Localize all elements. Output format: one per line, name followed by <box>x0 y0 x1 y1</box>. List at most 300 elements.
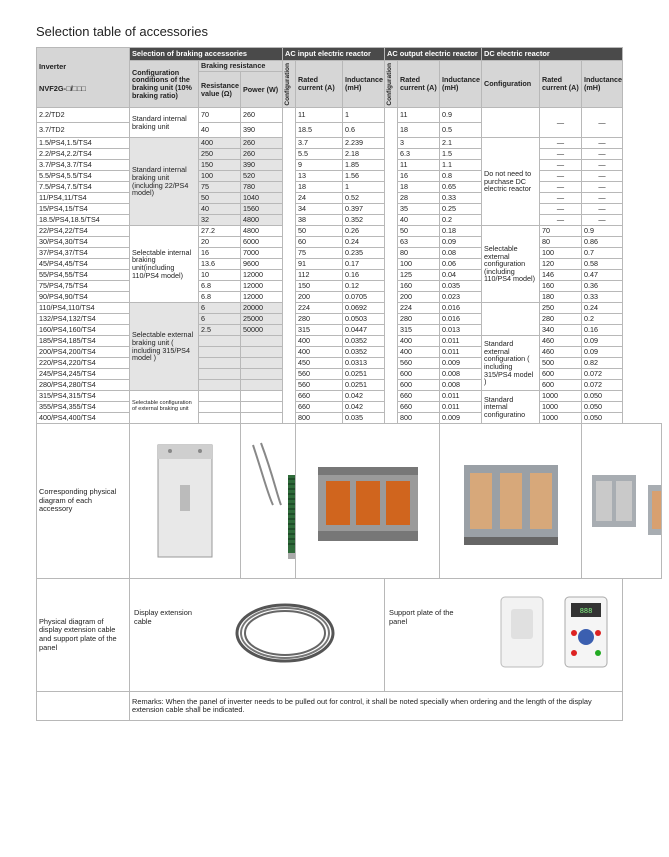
config-conditions-header: Configuration conditions of the braking unit (10% braking ratio) <box>130 61 199 108</box>
table-row <box>37 424 662 579</box>
ac-input-inductance-cell: 0.042 <box>343 402 385 413</box>
inverter-model-cell: 400/PS4,400/TS4 <box>37 413 130 424</box>
resistance-cell: 150 <box>199 160 241 171</box>
inverter-model-cell: 90/PS4,90/TS4 <box>37 292 130 303</box>
ac-output-inductance-cell: 1.5 <box>440 149 482 160</box>
resistance-cell: 10 <box>199 270 241 281</box>
dc-inductance-cell: 0.16 <box>582 325 623 336</box>
resistance-cell: 20 <box>199 237 241 248</box>
inverter-model-cell: 3.7/TD2 <box>37 123 130 138</box>
ac-output-current-cell: 200 <box>398 292 440 303</box>
resistance-cell: 100 <box>199 171 241 182</box>
remarks-text: Remarks: When the panel of inverter needs to be pulled out for control, it shall be noted specially when ordering and the length of the display extension cable shall be indicated. <box>130 692 623 721</box>
ac-input-inductance-cell: 0.0692 <box>343 303 385 314</box>
dc-inductance-cell: 0.050 <box>582 413 623 424</box>
inverter-label: Inverter <box>39 61 67 71</box>
dc-config-cell: Standard internal configuratino <box>482 391 540 424</box>
dc-inductance-cell: 0.7 <box>582 248 623 259</box>
ac-input-inductance-cell: 0.0352 <box>343 336 385 347</box>
inverter-model-cell: 45/PS4,45/TS4 <box>37 259 130 270</box>
ac-output-current-cell: 11 <box>398 108 440 123</box>
power-cell: 390 <box>241 160 283 171</box>
ac-input-current-cell: 660 <box>296 402 343 413</box>
inverter-model-cell: 75/PS4,75/TS4 <box>37 281 130 292</box>
ac-input-inductance-cell: 1 <box>343 108 385 123</box>
dc-inductance-cell: 0.36 <box>582 281 623 292</box>
ac-output-current-cell: 40 <box>398 215 440 226</box>
inverter-model-cell: 5.5/PS4,5.5/TS4 <box>37 171 130 182</box>
ac-input-current-cell: 112 <box>296 270 343 281</box>
ac-output-reactor-image <box>440 424 582 579</box>
dc-current-cell: — <box>540 138 582 149</box>
power-cell: 520 <box>241 171 283 182</box>
ac-output-current-cell: 80 <box>398 248 440 259</box>
resistance-cell: 6.8 <box>199 281 241 292</box>
braking-config-cell: Standard internal braking unit (including 22/PS4 model) <box>130 138 199 226</box>
dc-inductance-cell: — <box>582 204 623 215</box>
ac-output-header: AC output electric reactor <box>385 48 482 61</box>
ac-input-inductance-cell: 2.239 <box>343 138 385 149</box>
table-row <box>37 303 662 314</box>
inductance-header: Inductance (mH) <box>582 61 623 108</box>
ac-output-current-cell: 16 <box>398 171 440 182</box>
inverter-model-cell: 160/PS4,160/TS4 <box>37 325 130 336</box>
ac-input-current-cell: 34 <box>296 204 343 215</box>
dc-inductance-cell: 0.09 <box>582 347 623 358</box>
ac-input-inductance-cell: 0.397 <box>343 204 385 215</box>
remarks-spacer <box>37 692 130 721</box>
ac-input-current-cell: 24 <box>296 193 343 204</box>
dc-current-cell: 100 <box>540 248 582 259</box>
photo-row-label: Corresponding physical diagram of each accessory <box>37 424 130 579</box>
ac-output-current-cell: 50 <box>398 226 440 237</box>
power-cell <box>241 413 283 424</box>
resistance-cell <box>199 413 241 424</box>
dc-inductance-cell: 0.33 <box>582 292 623 303</box>
ac-output-current-cell: 660 <box>398 402 440 413</box>
support-plate-label: Support plate of the panel <box>389 608 454 626</box>
dc-current-cell: 460 <box>540 347 582 358</box>
ac-input-current-cell: 315 <box>296 325 343 336</box>
ac-input-inductance-cell: 0.26 <box>343 226 385 237</box>
dc-current-cell: 80 <box>540 237 582 248</box>
ac-input-inductance-cell: 1 <box>343 182 385 193</box>
table-row <box>37 391 662 402</box>
ac-output-inductance-cell: 0.18 <box>440 226 482 237</box>
resistance-cell: 6.8 <box>199 292 241 303</box>
braking-config-cell: Selectable configuration of external braking unit <box>130 391 199 424</box>
ac-input-reactor-image <box>296 424 440 579</box>
power-cell: 50000 <box>241 325 283 336</box>
ac-output-config-cell <box>385 108 398 424</box>
dc-reactor-image <box>582 424 662 579</box>
ac-output-inductance-cell: 0.008 <box>440 369 482 380</box>
configuration-label: Configuration <box>284 62 292 106</box>
ac-output-current-cell: 600 <box>398 369 440 380</box>
ac-input-current-cell: 18 <box>296 182 343 193</box>
dc-inductance-cell: — <box>582 160 623 171</box>
inverter-model-cell: 18.5/PS4,18.5/TS4 <box>37 215 130 226</box>
ac-output-inductance-cell: 0.09 <box>440 237 482 248</box>
ac-input-current-cell: 11 <box>296 108 343 123</box>
rated-current-header: Rated current (A) <box>398 61 440 108</box>
ac-input-current-cell: 75 <box>296 248 343 259</box>
ac-output-current-cell: 600 <box>398 380 440 391</box>
braking-unit-image <box>130 424 241 579</box>
ac-input-inductance-cell: 0.0251 <box>343 380 385 391</box>
resistance-cell: 50 <box>199 193 241 204</box>
rated-current-header: Rated current (A) <box>540 61 582 108</box>
ac-output-current-cell: 800 <box>398 413 440 424</box>
dc-current-cell: — <box>540 193 582 204</box>
ac-input-current-cell: 3.7 <box>296 138 343 149</box>
ac-input-inductance-cell: 1.56 <box>343 171 385 182</box>
ac-input-current-cell: 13 <box>296 171 343 182</box>
configuration-vertical-header <box>283 61 296 108</box>
ac-input-current-cell: 91 <box>296 259 343 270</box>
ac-input-inductance-cell: 0.24 <box>343 237 385 248</box>
inverter-model-cell: 15/PS4,15/TS4 <box>37 204 130 215</box>
power-cell: 260 <box>241 138 283 149</box>
ac-output-inductance-cell: 0.9 <box>440 108 482 123</box>
dc-current-cell: 500 <box>540 358 582 369</box>
ac-output-inductance-cell: 0.25 <box>440 204 482 215</box>
dc-inductance-cell: 0.58 <box>582 259 623 270</box>
ac-input-inductance-cell: 0.0705 <box>343 292 385 303</box>
power-header: Power (W) <box>241 72 283 108</box>
ac-output-current-cell: 6.3 <box>398 149 440 160</box>
ac-input-inductance-cell: 0.0352 <box>343 347 385 358</box>
resistance-cell <box>199 380 241 391</box>
dc-config-cell: Do not need to purchase DC electric reactor <box>482 138 540 226</box>
resistance-cell: 27.2 <box>199 226 241 237</box>
dc-inductance-cell: — <box>582 171 623 182</box>
ac-input-inductance-cell: 0.16 <box>343 270 385 281</box>
inverter-model-cell: 185/PS4,185/TS4 <box>37 336 130 347</box>
ac-input-inductance-cell: 0.0251 <box>343 369 385 380</box>
inverter-model-cell: 7.5/PS4,7.5/TS4 <box>37 182 130 193</box>
dc-inductance-cell: 0.2 <box>582 314 623 325</box>
power-cell <box>241 336 283 347</box>
dc-current-cell: 146 <box>540 270 582 281</box>
inverter-model-cell: 2.2/PS4,2.2/TS4 <box>37 149 130 160</box>
resistance-cell: 16 <box>199 248 241 259</box>
dc-current-cell: 1000 <box>540 413 582 424</box>
resistance-cell <box>199 336 241 347</box>
ac-input-current-cell: 200 <box>296 292 343 303</box>
dc-current-cell: — <box>540 182 582 193</box>
ac-output-current-cell: 18 <box>398 182 440 193</box>
dc-current-cell: 460 <box>540 336 582 347</box>
dc-inductance-cell: — <box>582 149 623 160</box>
dc-inductance-cell: 0.47 <box>582 270 623 281</box>
ac-output-inductance-cell: 0.06 <box>440 259 482 270</box>
display-cable-cell <box>130 579 385 692</box>
resistance-cell: 40 <box>199 123 241 138</box>
rated-current-header: Rated current (A) <box>296 61 343 108</box>
ac-input-config-cell <box>283 108 296 424</box>
power-cell: 780 <box>241 182 283 193</box>
dc-inductance-cell: 0.050 <box>582 391 623 402</box>
model-pattern: NVF2G-□/□□□ <box>39 83 87 93</box>
inverter-model-cell: 55/PS4,55/TS4 <box>37 270 130 281</box>
ac-output-current-cell: 100 <box>398 259 440 270</box>
ac-input-current-cell: 280 <box>296 314 343 325</box>
ac-output-current-cell: 3 <box>398 138 440 149</box>
ac-input-inductance-cell: 0.17 <box>343 259 385 270</box>
power-cell: 12000 <box>241 292 283 303</box>
ac-output-current-cell: 125 <box>398 270 440 281</box>
ac-output-inductance-cell: 0.65 <box>440 182 482 193</box>
ac-input-header: AC input electric reactor <box>283 48 385 61</box>
resistance-cell <box>199 358 241 369</box>
power-cell: 390 <box>241 123 283 138</box>
power-cell <box>241 391 283 402</box>
ac-output-current-cell: 160 <box>398 281 440 292</box>
ac-input-current-cell: 38 <box>296 215 343 226</box>
display-cable-label: Display extension cable <box>134 608 192 626</box>
ac-output-inductance-cell: 0.04 <box>440 270 482 281</box>
dc-current-cell: — <box>540 171 582 182</box>
resistance-cell <box>199 391 241 402</box>
dc-inductance-cell: — <box>582 138 623 149</box>
power-cell: 1040 <box>241 193 283 204</box>
dc-current-cell: 250 <box>540 303 582 314</box>
ac-input-current-cell: 60 <box>296 237 343 248</box>
dc-header: DC electric reactor <box>482 48 623 61</box>
ac-input-inductance-cell: 0.235 <box>343 248 385 259</box>
dc-current-cell: — <box>540 215 582 226</box>
dc-inductance-cell: — <box>582 193 623 204</box>
inverter-model-cell: 355/PS4,355/TS4 <box>37 402 130 413</box>
table-row <box>37 692 662 721</box>
dc-config-cell: Standard external configuration ( including 315/PS4 model ) <box>482 336 540 391</box>
dc-current-cell: — <box>540 204 582 215</box>
support-plate-cell <box>385 579 623 692</box>
ac-input-current-cell: 9 <box>296 160 343 171</box>
dc-current-cell: 340 <box>540 325 582 336</box>
ac-output-current-cell: 315 <box>398 325 440 336</box>
resistance-cell: 70 <box>199 108 241 123</box>
power-cell: 4800 <box>241 215 283 226</box>
dc-current-cell: 120 <box>540 259 582 270</box>
inverter-model-cell: 1.5/PS4,1.5/TS4 <box>37 138 130 149</box>
braking-config-cell: Standard internal braking unit <box>130 108 199 138</box>
dc-inductance-cell: 0.86 <box>582 237 623 248</box>
inductance-header: Inductance (mH) <box>440 61 482 108</box>
power-cell: 6000 <box>241 237 283 248</box>
svg-text:888: 888 <box>579 608 593 616</box>
ac-output-inductance-cell: 0.2 <box>440 215 482 226</box>
inductance-header: Inductance (mH) <box>343 61 385 108</box>
ac-input-current-cell: 400 <box>296 347 343 358</box>
braking-config-cell: Selectable external braking unit ( including 315/PS4 model ) <box>130 303 199 391</box>
power-cell <box>241 380 283 391</box>
table-row <box>37 226 662 237</box>
power-cell <box>241 347 283 358</box>
dc-current-cell: 1000 <box>540 391 582 402</box>
ac-output-current-cell: 63 <box>398 237 440 248</box>
dc-current-cell: 180 <box>540 292 582 303</box>
ac-input-current-cell: 660 <box>296 391 343 402</box>
support-plate-image <box>497 593 547 671</box>
inverter-model-cell: 30/PS4,30/TS4 <box>37 237 130 248</box>
ac-output-inductance-cell: 0.016 <box>440 303 482 314</box>
panel-image <box>561 593 611 671</box>
ac-input-current-cell: 18.5 <box>296 123 343 138</box>
ac-output-inductance-cell: 2.1 <box>440 138 482 149</box>
ac-input-inductance-cell: 2.18 <box>343 149 385 160</box>
dc-current-cell: — <box>540 108 582 138</box>
dc-current-cell: — <box>540 160 582 171</box>
dc-inductance-cell: — <box>582 182 623 193</box>
power-cell: 12000 <box>241 270 283 281</box>
dc-current-cell: 1000 <box>540 402 582 413</box>
resistance-cell <box>199 347 241 358</box>
dc-current-cell: 70 <box>540 226 582 237</box>
ac-input-current-cell: 800 <box>296 413 343 424</box>
resistance-cell: 40 <box>199 204 241 215</box>
ac-output-current-cell: 400 <box>398 336 440 347</box>
power-cell: 9600 <box>241 259 283 270</box>
ac-output-inductance-cell: 0.011 <box>440 391 482 402</box>
resistance-cell <box>199 369 241 380</box>
ac-output-current-cell: 560 <box>398 358 440 369</box>
braking-config-cell: Selectable internal braking unit(including 110/PS4 model) <box>130 226 199 303</box>
display-row-label: Physical diagram of display extension cable and support plate of the panel <box>37 579 130 692</box>
ac-output-inductance-cell: 1.1 <box>440 160 482 171</box>
ac-output-inductance-cell: 0.33 <box>440 193 482 204</box>
ac-input-inductance-cell: 0.0503 <box>343 314 385 325</box>
dc-inductance-cell: 0.9 <box>582 226 623 237</box>
ac-input-inductance-cell: 0.52 <box>343 193 385 204</box>
inverter-model-cell: 2.2/TD2 <box>37 108 130 123</box>
power-cell: 20000 <box>241 303 283 314</box>
ac-input-inductance-cell: 0.042 <box>343 391 385 402</box>
ac-input-current-cell: 150 <box>296 281 343 292</box>
dc-current-cell: 600 <box>540 369 582 380</box>
ac-output-inductance-cell: 0.011 <box>440 402 482 413</box>
dc-current-cell: 160 <box>540 281 582 292</box>
inverter-model-cell: 22/PS4,22/TS4 <box>37 226 130 237</box>
inverter-model-cell: 11/PS4,11/TS4 <box>37 193 130 204</box>
ac-output-inductance-cell: 0.013 <box>440 325 482 336</box>
ac-input-inductance-cell: 0.035 <box>343 413 385 424</box>
ac-output-inductance-cell: 0.009 <box>440 413 482 424</box>
dc-current-cell: — <box>540 149 582 160</box>
ac-input-inductance-cell: 0.12 <box>343 281 385 292</box>
ac-output-current-cell: 400 <box>398 347 440 358</box>
resistance-cell: 13.6 <box>199 259 241 270</box>
dc-inductance-cell: 0.072 <box>582 369 623 380</box>
ac-output-inductance-cell: 0.8 <box>440 171 482 182</box>
power-cell: 4800 <box>241 226 283 237</box>
ac-input-current-cell: 224 <box>296 303 343 314</box>
configuration-header: Configuration <box>482 61 540 108</box>
power-cell: 7000 <box>241 248 283 259</box>
dc-current-cell: 280 <box>540 314 582 325</box>
ac-input-current-cell: 560 <box>296 369 343 380</box>
ac-output-inductance-cell: 0.011 <box>440 336 482 347</box>
configuration-vertical-header <box>385 61 398 108</box>
dc-inductance-cell: 0.050 <box>582 402 623 413</box>
power-cell <box>241 402 283 413</box>
table-row <box>37 138 662 149</box>
ac-output-inductance-cell: 0.023 <box>440 292 482 303</box>
power-cell: 260 <box>241 108 283 123</box>
resistance-cell: 2.5 <box>199 325 241 336</box>
table-row <box>37 61 662 72</box>
dc-config-cell: Selectable external configuration (including 110/PS4 model) <box>482 226 540 303</box>
ac-output-inductance-cell: 0.035 <box>440 281 482 292</box>
ac-output-current-cell: 224 <box>398 303 440 314</box>
resistance-cell: 250 <box>199 149 241 160</box>
power-cell <box>241 369 283 380</box>
resistance-cell: 6 <box>199 303 241 314</box>
ac-output-current-cell: 28 <box>398 193 440 204</box>
dc-current-cell: 600 <box>540 380 582 391</box>
dc-config-cell <box>482 108 540 138</box>
configuration-label: Configuration <box>386 62 394 106</box>
dc-config-cell <box>482 303 540 336</box>
resistance-cell <box>199 402 241 413</box>
resistance-cell: 75 <box>199 182 241 193</box>
dc-inductance-cell: — <box>582 108 623 138</box>
power-cell: 260 <box>241 149 283 160</box>
dc-inductance-cell: 0.072 <box>582 380 623 391</box>
braking-resistance-header: Braking resistance <box>199 61 283 72</box>
ac-output-inductance-cell: 0.016 <box>440 314 482 325</box>
ac-output-inductance-cell: 0.009 <box>440 358 482 369</box>
dc-inductance-cell: 0.82 <box>582 358 623 369</box>
inverter-model-cell: 37/PS4,37/TS4 <box>37 248 130 259</box>
ac-output-current-cell: 11 <box>398 160 440 171</box>
resistance-cell: 32 <box>199 215 241 226</box>
ac-output-inductance-cell: 0.5 <box>440 123 482 138</box>
dc-inductance-cell: 0.24 <box>582 303 623 314</box>
table-row <box>37 579 662 692</box>
braking-group-header: Selection of braking accessories <box>130 48 283 61</box>
inverter-model-cell: 132/PS4,132/TS4 <box>37 314 130 325</box>
power-cell: 25000 <box>241 314 283 325</box>
dc-inductance-cell: 0.09 <box>582 336 623 347</box>
ac-input-current-cell: 450 <box>296 358 343 369</box>
braking-resistor-image <box>241 424 296 579</box>
ac-output-current-cell: 35 <box>398 204 440 215</box>
power-cell: 1560 <box>241 204 283 215</box>
inverter-model-cell: 315/PS4,315/TS4 <box>37 391 130 402</box>
ac-input-current-cell: 5.5 <box>296 149 343 160</box>
resistance-cell: 6 <box>199 314 241 325</box>
inverter-model-cell: 245/PS4,245/TS4 <box>37 369 130 380</box>
ac-input-current-cell: 400 <box>296 336 343 347</box>
ac-input-current-cell: 560 <box>296 380 343 391</box>
ac-input-inductance-cell: 0.6 <box>343 123 385 138</box>
ac-input-inductance-cell: 0.0447 <box>343 325 385 336</box>
inverter-model-cell: 280/PS4,280/TS4 <box>37 380 130 391</box>
power-cell <box>241 358 283 369</box>
table-row <box>37 108 662 123</box>
table-row <box>37 48 662 61</box>
ac-output-current-cell: 660 <box>398 391 440 402</box>
page-title: Selection table of accessories <box>36 24 208 39</box>
inverter-model-cell: 220/PS4,220/TS4 <box>37 358 130 369</box>
display-cable-image <box>230 593 340 673</box>
inverter-model-cell: 110/PS4,110/TS4 <box>37 303 130 314</box>
ac-input-inductance-cell: 1.85 <box>343 160 385 171</box>
resistance-cell: 400 <box>199 138 241 149</box>
inverter-model-cell: 3.7/PS4,3.7/TS4 <box>37 160 130 171</box>
